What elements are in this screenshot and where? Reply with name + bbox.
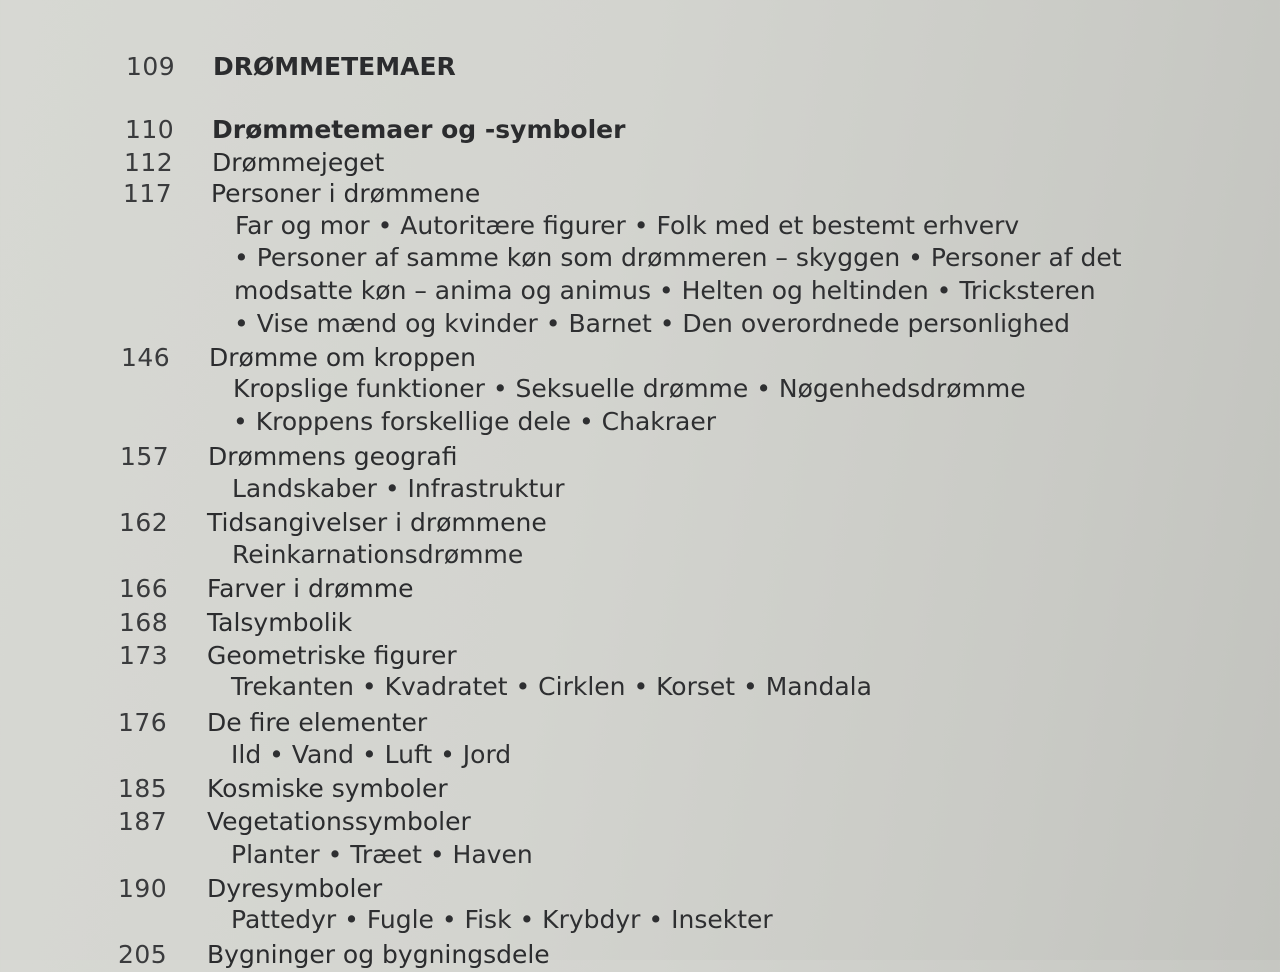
entry-title: Drømme om kroppen: [209, 343, 476, 372]
toc-entry: [0, 177, 1280, 211]
page-number: 205: [118, 940, 168, 969]
entry-subtopics: [0, 241, 1280, 275]
entry-title: Drømmetemaer og -symboler: [212, 115, 626, 144]
subtopic-line: Far og mor • Autoritære figurer • Folk med et bestemt erhverv: [235, 211, 1020, 240]
toc-entry: [0, 772, 1280, 806]
entry-title: Kosmiske symboler: [207, 774, 448, 803]
entry-subtopics: [0, 538, 1280, 572]
entry-title: De fire elementer: [207, 708, 428, 737]
toc-entry: [0, 805, 1280, 839]
page-number: 173: [119, 641, 169, 670]
subtopic-line: Planter • Træet • Haven: [231, 840, 533, 869]
entry-title: Bygninger og bygningsdele: [207, 940, 550, 969]
subtopic-line: • Vise mænd og kvinder • Barnet • Den overordnede personlighed: [234, 309, 1071, 338]
toc-entry: [0, 341, 1280, 375]
toc-entry: [0, 146, 1280, 180]
page-number: 110: [125, 115, 175, 144]
page-number: 176: [118, 708, 168, 737]
entry-subtopics: [0, 738, 1280, 772]
toc-entry: [0, 572, 1280, 606]
page-number: 112: [124, 148, 174, 177]
subtopic-line: Pattedyr • Fugle • Fisk • Krybdyr • Insekter: [231, 905, 773, 934]
page-number: 190: [118, 874, 168, 903]
entry-title: Geometriske figurer: [207, 641, 457, 670]
page-number: 117: [123, 179, 173, 208]
section-title: DRØMMETEMAER: [213, 52, 456, 81]
page-number: 166: [119, 574, 169, 603]
toc-entry: [0, 440, 1280, 474]
toc-entry: [0, 506, 1280, 540]
toc-entry: [0, 938, 1280, 972]
page-number: 185: [118, 774, 168, 803]
toc-entry: [0, 706, 1280, 740]
entry-title: Farver i drømme: [207, 574, 414, 603]
toc-entry: [0, 872, 1280, 906]
subtopic-line: modsatte køn – anima og animus • Helten og heltinden • Tricksteren: [234, 276, 1096, 305]
entry-subtopics: [0, 405, 1280, 439]
entry-title: Drømmejeget: [212, 148, 385, 177]
section-heading: [0, 50, 1280, 84]
section-page-number: 109: [126, 52, 176, 81]
page-number: 157: [120, 442, 170, 471]
subtopic-line: • Personer af samme køn som drømmeren – skyggen • Personer af det: [234, 243, 1122, 272]
subtopic-line: Trekanten • Kvadratet • Cirklen • Korset • Mandala: [231, 672, 872, 701]
toc-entry: [0, 113, 1280, 147]
subtopic-line: Ild • Vand • Luft • Jord: [231, 740, 512, 769]
entry-subtopics: [0, 209, 1280, 243]
entry-subtopics: [0, 307, 1280, 341]
subtopic-line: Reinkarnationsdrømme: [232, 540, 524, 569]
toc-entry: [0, 606, 1280, 640]
entry-subtopics: [0, 838, 1280, 872]
entry-title: Tidsangivelser i drømmene: [207, 508, 547, 537]
subtopic-line: Landskaber • Infrastruktur: [232, 474, 565, 503]
page-number: 168: [119, 608, 169, 637]
entry-subtopics: [0, 903, 1280, 937]
entry-title: Talsymbolik: [207, 608, 353, 637]
entry-subtopics: [0, 274, 1280, 308]
page-number: 146: [121, 343, 171, 372]
entry-title: Vegetationssymboler: [207, 807, 471, 836]
subtopic-line: • Kroppens forskellige dele • Chakraer: [233, 407, 717, 436]
entry-title: Dyresymboler: [207, 874, 383, 903]
entry-subtopics: [0, 372, 1280, 406]
entry-title: Personer i drømmene: [211, 179, 481, 208]
subtopic-line: Kropslige funktioner • Seksuelle drømme • Nøgenhedsdrømme: [233, 374, 1026, 403]
page-number: 187: [118, 807, 168, 836]
entry-subtopics: [0, 670, 1280, 704]
page-number: 162: [119, 508, 169, 537]
entry-title: Drømmens geografi: [208, 442, 458, 471]
toc-entry: [0, 639, 1280, 673]
entry-subtopics: [0, 472, 1280, 506]
